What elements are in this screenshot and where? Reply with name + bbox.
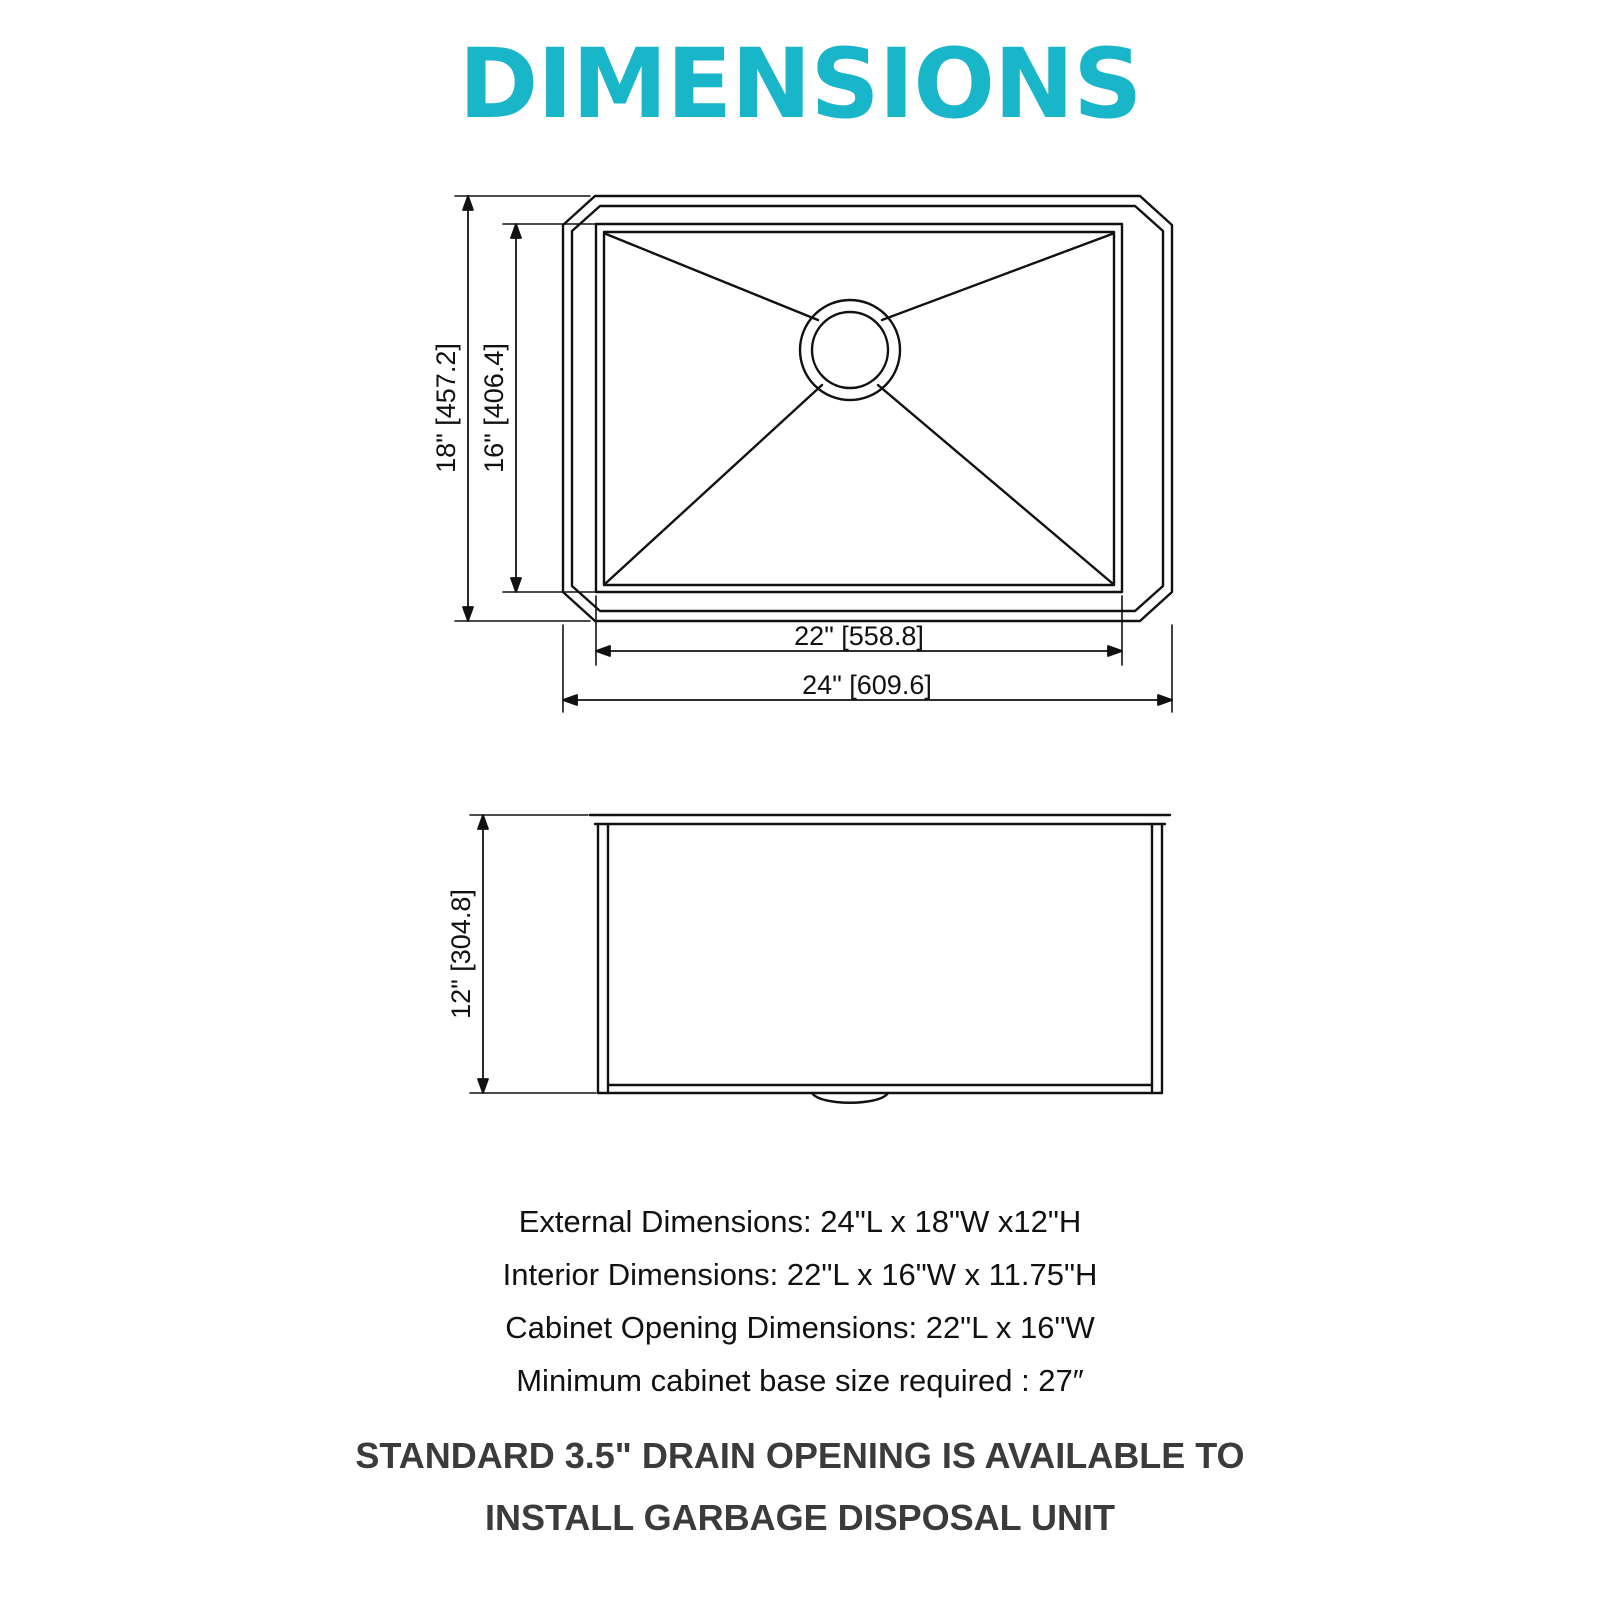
- drain-opening: [800, 300, 900, 400]
- sink-basin-rim: [596, 224, 1122, 592]
- drain-boss-front: [812, 1093, 888, 1103]
- drain-note-line-2: INSTALL GARBAGE DISPOSAL UNIT: [484, 1497, 1116, 1538]
- page-title: DIMENSIONS: [458, 28, 1142, 140]
- dim-label-height: 12" [304.8]: [446, 889, 476, 1019]
- dim-label-inner-width: 16" [406.4]: [479, 343, 509, 473]
- spec-cabinet-opening: Cabinet Opening Dimensions: 22"L x 16"W: [505, 1310, 1095, 1345]
- drain-note: [0, 1425, 1600, 1549]
- spec-interior: Interior Dimensions: 22"L x 16"W x 11.75"H: [502, 1257, 1098, 1292]
- basin-slope-lines: [606, 234, 1112, 583]
- dim-label-outer-width: 18" [457.2]: [431, 343, 461, 473]
- spec-min-cabinet: Minimum cabinet base size required : 27″: [516, 1363, 1084, 1398]
- dimension-line-front-view: [478, 815, 488, 1093]
- specs-list: [0, 1195, 1600, 1407]
- spec-external: External Dimensions: 24"L x 18"W x12"H: [518, 1204, 1082, 1239]
- extension-lines-front-view: [470, 815, 596, 1093]
- sink-front-outline: [590, 815, 1170, 1093]
- dim-label-inner-length: 22" [558.8]: [794, 621, 924, 651]
- dim-label-outer-length: 24" [609.6]: [802, 670, 932, 700]
- drain-note-line-1: STANDARD 3.5" DRAIN OPENING IS AVAILABLE TO: [355, 1435, 1245, 1476]
